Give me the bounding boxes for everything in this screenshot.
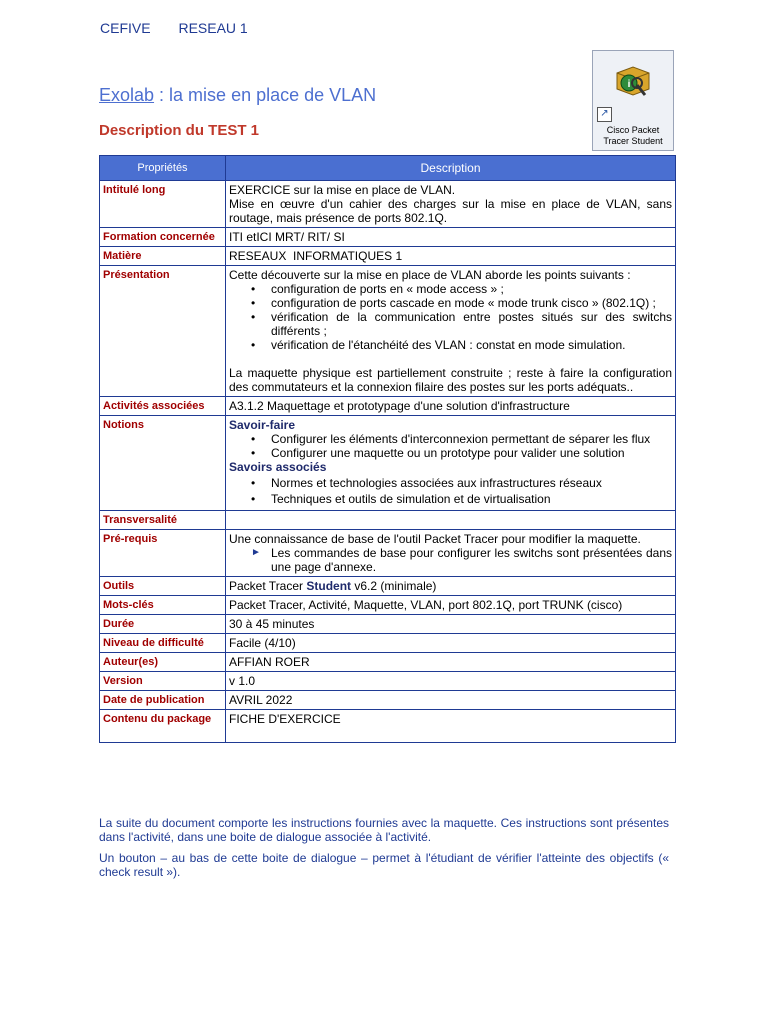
notions-savoir-faire-title: Savoir-faire	[229, 418, 296, 432]
presentation-outro: La maquette physique est partiellement construite ; reste à faire la configuration des commutateurs et la connexion filaire des postes sur les ports adéquats..	[229, 366, 672, 394]
table-row	[100, 511, 676, 530]
row-value-auteurs: AFFIAN ROER	[226, 653, 676, 672]
svg-text:i: i	[627, 79, 631, 90]
list-item: • configuration de ports en « mode access » ;	[229, 282, 672, 296]
row-value-matiere: RESEAUX INFORMATIQUES 1	[226, 247, 676, 266]
page-title	[99, 85, 376, 106]
row-key-formation: Formation concernée	[100, 228, 226, 247]
row-value-outils	[226, 577, 676, 596]
row-key-version: Version	[100, 672, 226, 691]
list-item: • Techniques et outils de simulation et de virtualisation	[229, 492, 672, 506]
row-value-duree: 30 à 45 minutes	[226, 615, 676, 634]
notions-savoirs-associes-title: Savoirs associés	[229, 460, 327, 474]
column-header-properties: Propriétés	[100, 156, 226, 181]
table-row	[100, 691, 676, 710]
list-item: • configuration de ports cascade en mode « mode trunk cisco » (802.1Q) ;	[229, 296, 672, 310]
row-key-motscles: Mots-clés	[100, 596, 226, 615]
paragraph-suite: La suite du document comporte les instructions fournies avec la maquette. Ces instructions sont présentes dans l'activité, dans une boite de dialogue associée à l'activité.	[99, 816, 669, 844]
logo-caption-line2: Tracer Student	[603, 136, 663, 146]
section-subtitle: Description du TEST 1	[99, 122, 260, 139]
packet-tracer-shortcut-icon[interactable]	[592, 50, 674, 151]
arrow-bullet-icon: ►	[251, 547, 261, 558]
outils-post: v6.2 (minimale)	[351, 579, 437, 593]
intitule-line2: Mise en œuvre d'un cahier des charges sur la mise en place de VLAN, sans routage, mais présence de ports 802.1Q.	[229, 197, 672, 225]
spacer	[229, 352, 672, 366]
table-header-row	[100, 156, 676, 181]
row-value-version: v 1.0	[226, 672, 676, 691]
row-value-activites: A3.1.2 Maquettage et prototypage d'une solution d'infrastructure	[226, 397, 676, 416]
row-key-notions: Notions	[100, 416, 226, 511]
paragraph-bouton: Un bouton – au bas de cette boite de dialogue – permet à l'étudiant de vérifier l'atteinte des objectifs (« check result »).	[99, 851, 669, 879]
table-row	[100, 397, 676, 416]
table-row	[100, 416, 676, 511]
row-key-duree: Durée	[100, 615, 226, 634]
row-key-matiere: Matière	[100, 247, 226, 266]
column-header-description: Description	[226, 156, 676, 181]
row-key-activites: Activités associées	[100, 397, 226, 416]
outils-pre: Packet Tracer	[229, 579, 307, 593]
list-item: • Normes et technologies associées aux infrastructures réseaux	[229, 476, 672, 490]
packet-tracer-logo-icon	[611, 63, 655, 101]
row-key-presentation: Présentation	[100, 266, 226, 397]
table-row	[100, 710, 676, 743]
row-key-transversalite: Transversalité	[100, 511, 226, 530]
table-row	[100, 266, 676, 397]
row-key-date: Date de publication	[100, 691, 226, 710]
table-row	[100, 181, 676, 228]
row-value-intitule	[226, 181, 676, 228]
row-value-presentation	[226, 266, 676, 397]
row-value-transversalite	[226, 511, 676, 530]
outils-bold: Student	[306, 579, 352, 593]
table-row	[100, 530, 676, 577]
row-value-date: AVRIL 2022	[226, 691, 676, 710]
logo-caption-line1: Cisco Packet	[606, 125, 660, 135]
logo-caption	[593, 125, 673, 147]
list-item: • vérification de la communication entre postes situés sur des switchs différents ;	[229, 310, 672, 338]
list-item: • Configurer les éléments d'interconnexion permettant de séparer les flux	[229, 432, 672, 446]
title-text: : la mise en place de VLAN	[154, 85, 377, 105]
table-row	[100, 672, 676, 691]
row-value-niveau: Facile (4/10)	[226, 634, 676, 653]
row-value-contenu: FICHE D'EXERCICE	[226, 710, 676, 743]
row-value-formation: ITI etICI MRT/ RIT/ SI	[226, 228, 676, 247]
row-key-contenu: Contenu du package	[100, 710, 226, 743]
row-key-niveau: Niveau de difficulté	[100, 634, 226, 653]
row-value-motscles: Packet Tracer, Activité, Maquette, VLAN, port 802.1Q, port TRUNK (cisco)	[226, 596, 676, 615]
header-org: CEFIVE	[100, 20, 151, 36]
properties-table	[99, 155, 676, 743]
shortcut-arrow-icon: ↗	[597, 107, 612, 122]
row-key-auteurs: Auteur(es)	[100, 653, 226, 672]
row-key-outils: Outils	[100, 577, 226, 596]
prerequis-line1: Une connaissance de base de l'outil Packet Tracer pour modifier la maquette.	[229, 532, 641, 546]
prerequis-item: Les commandes de base pour configurer les switchs sont présentées dans une page d'annexe.	[271, 546, 672, 574]
page-header	[100, 20, 272, 36]
row-key-intitule: Intitulé long	[100, 181, 226, 228]
row-key-prerequis: Pré-requis	[100, 530, 226, 577]
title-link[interactable]: Exolab	[99, 85, 155, 105]
table-row	[100, 247, 676, 266]
intitule-line1: EXERCICE sur la mise en place de VLAN.	[229, 183, 456, 197]
list-item	[229, 546, 672, 574]
list-item: • Configurer une maquette ou un prototype pour valider une solution	[229, 446, 672, 460]
table-row	[100, 596, 676, 615]
row-value-notions	[226, 416, 676, 511]
presentation-intro: Cette découverte sur la mise en place de VLAN aborde les points suivants :	[229, 268, 631, 282]
table-row	[100, 577, 676, 596]
table-row	[100, 634, 676, 653]
list-item: • vérification de l'étanchéité des VLAN : constat en mode simulation.	[229, 338, 672, 352]
table-row	[100, 653, 676, 672]
table-row	[100, 615, 676, 634]
row-value-prerequis	[226, 530, 676, 577]
header-course: RESEAU 1	[178, 20, 248, 36]
table-row	[100, 228, 676, 247]
